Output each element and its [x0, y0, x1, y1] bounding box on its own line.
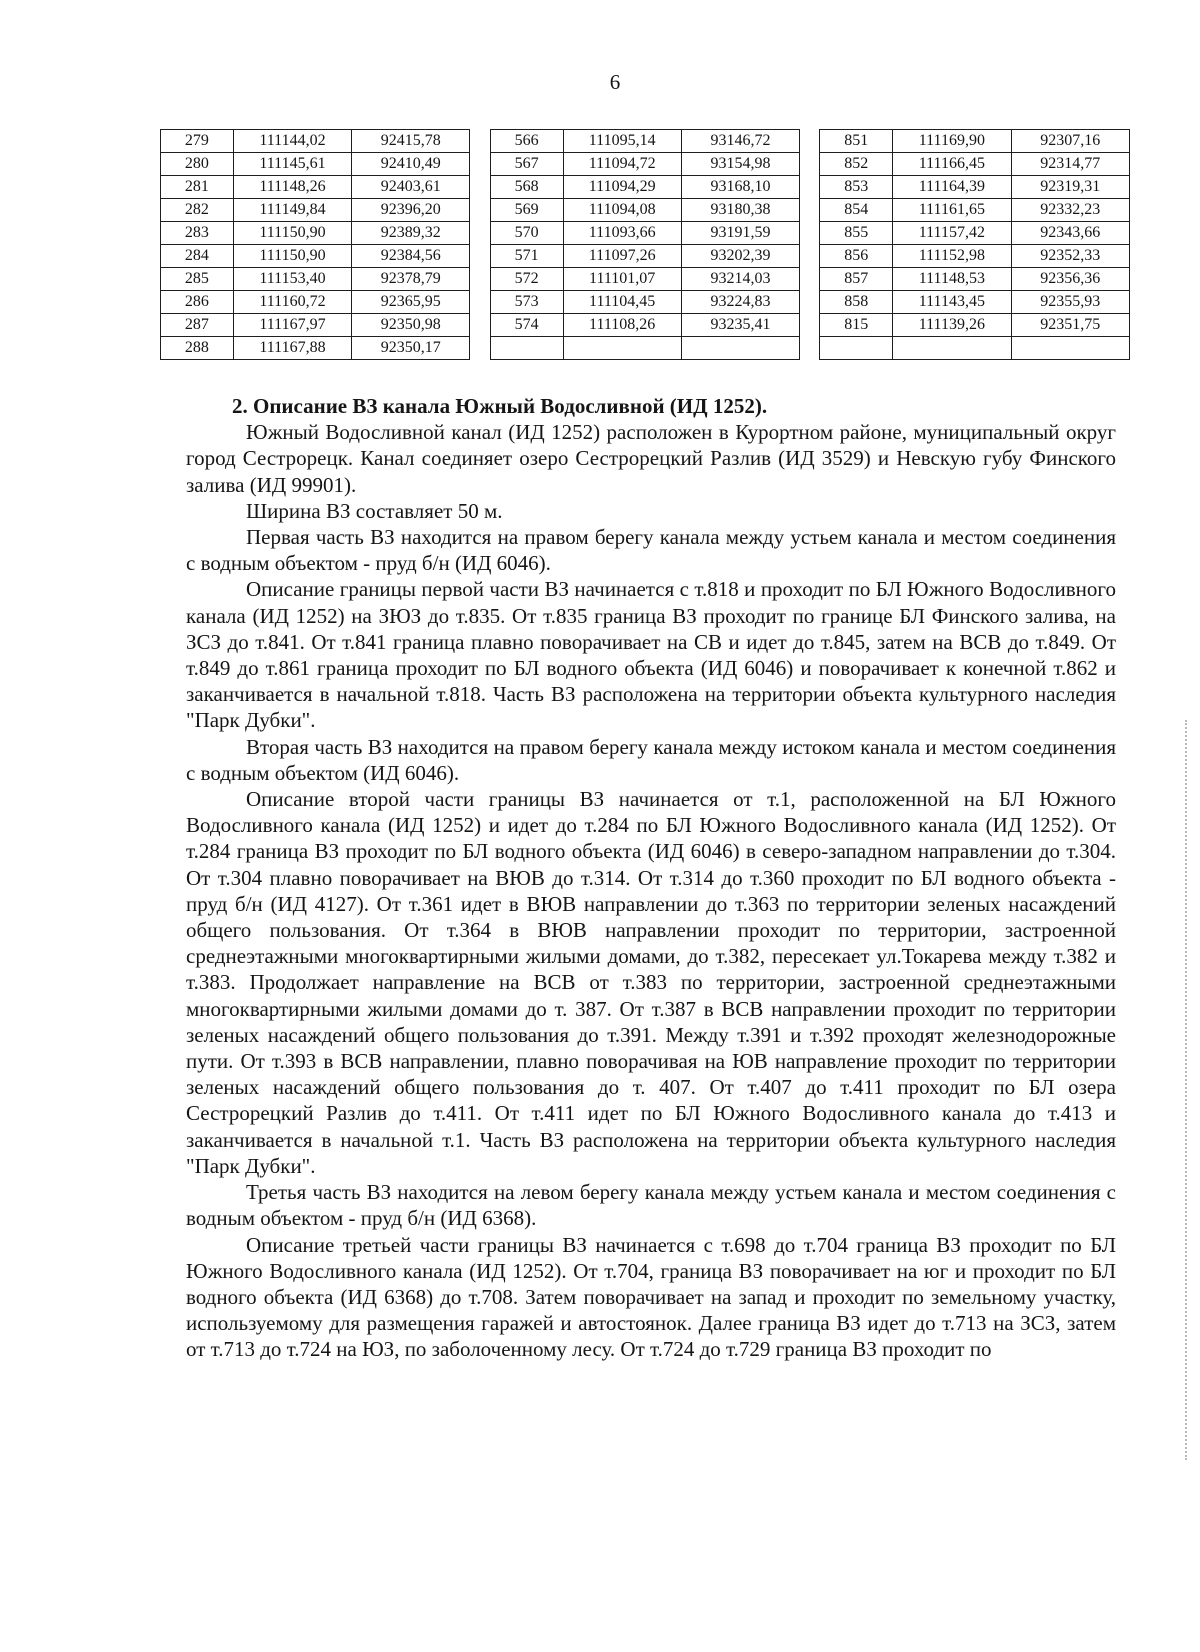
- y-coordinate-cell: 92389,32: [352, 222, 470, 245]
- point-number-cell: 851: [820, 130, 893, 153]
- point-number-cell: 286: [161, 291, 234, 314]
- x-coordinate-cell: 111148,26: [233, 176, 351, 199]
- page-number: 6: [609, 70, 621, 94]
- paragraph: Описание границы первой части ВЗ начинается с т.818 и проходит по БЛ Южного Водосливного канала (ИД 1252) на ЗЮЗ до т.835. От т.835 граница ВЗ проходит по границе БЛ Финского залива, на ЗСЗ до т.841. От т.841 граница плавно поворачивает на СВ и идет до т.845, затем на ВСВ до т.849. От т.849 до т.861 граница проходит по БЛ водного объекта (ИД 6046) и поворачивает к конечной т.862 и заканчивается в начальной т.818. Часть ВЗ расположена на территории объекта культурного наследия "Парк Дубки".: [186, 577, 1116, 733]
- point-number-cell: 566: [490, 130, 563, 153]
- y-coordinate-cell: 92352,33: [1011, 245, 1129, 268]
- point-number-cell: 287: [161, 314, 234, 337]
- point-number-cell: 854: [820, 199, 893, 222]
- y-coordinate-cell: 92410,49: [352, 153, 470, 176]
- column-gap: [800, 176, 820, 199]
- x-coordinate-cell: 111161,65: [893, 199, 1011, 222]
- point-number-cell: 570: [490, 222, 563, 245]
- column-gap: [470, 337, 490, 360]
- point-number-cell: 856: [820, 245, 893, 268]
- y-coordinate-cell: 93235,41: [681, 314, 799, 337]
- x-coordinate-cell: 111164,39: [893, 176, 1011, 199]
- y-coordinate-cell: 92307,16: [1011, 130, 1129, 153]
- point-number-cell: 853: [820, 176, 893, 199]
- column-gap: [800, 199, 820, 222]
- point-number-cell: 280: [161, 153, 234, 176]
- paragraph: Южный Водосливной канал (ИД 1252) расположен в Курортном районе, муниципальный округ город Сестрорецк. Канал соединяет озеро Сестрорецкий Разлив (ИД 3529) и Невскую губу Финского залива (ИД 99901).: [186, 420, 1116, 497]
- y-coordinate-cell: 92415,78: [352, 130, 470, 153]
- y-coordinate-cell: 92343,66: [1011, 222, 1129, 245]
- table-row: [161, 130, 1130, 153]
- y-coordinate-cell: [681, 337, 799, 360]
- x-coordinate-cell: 111157,42: [893, 222, 1011, 245]
- table-row: [161, 153, 1130, 176]
- paragraph: Описание третьей части границы ВЗ начинается с т.698 до т.704 граница ВЗ проходит по БЛ Южного Водосливного канала (ИД 1252). От т.704, граница ВЗ поворачивает на юг и проходит по БЛ водного объекта (ИД 6368) до т.708. Затем поворачивает на запад и проходит по земельному участку, используемому для размещения гаражей и автостоянок. Далее граница ВЗ идет до т.713 на ЗСЗ, затем от т.713 до т.724 на ЮЗ, по заболоченному лесу. От т.724 до т.729 граница ВЗ проходит по: [186, 1232, 1116, 1362]
- column-gap: [800, 314, 820, 337]
- y-coordinate-cell: 92319,31: [1011, 176, 1129, 199]
- column-gap: [800, 222, 820, 245]
- x-coordinate-cell: 111139,26: [893, 314, 1011, 337]
- point-number-cell: 855: [820, 222, 893, 245]
- y-coordinate-cell: 92350,98: [352, 314, 470, 337]
- y-coordinate-cell: 92356,36: [1011, 268, 1129, 291]
- point-number-cell: 285: [161, 268, 234, 291]
- y-coordinate-cell: 92332,23: [1011, 199, 1129, 222]
- x-coordinate-cell: 111148,53: [893, 268, 1011, 291]
- x-coordinate-cell: 111095,14: [563, 130, 681, 153]
- column-gap: [800, 337, 820, 360]
- x-coordinate-cell: 111094,72: [563, 153, 681, 176]
- point-number-cell: 288: [161, 337, 234, 360]
- column-gap: [800, 268, 820, 291]
- table-row: [161, 268, 1130, 291]
- x-coordinate-cell: 111094,29: [563, 176, 681, 199]
- paragraph: Ширина ВЗ составляет 50 м.: [246, 498, 503, 523]
- point-number-cell: 573: [490, 291, 563, 314]
- y-coordinate-cell: 92403,61: [352, 176, 470, 199]
- x-coordinate-cell: 111166,45: [893, 153, 1011, 176]
- y-coordinate-cell: 93180,38: [681, 199, 799, 222]
- y-coordinate-cell: 93202,39: [681, 245, 799, 268]
- y-coordinate-cell: 92378,79: [352, 268, 470, 291]
- y-coordinate-cell: 92365,95: [352, 291, 470, 314]
- column-gap: [470, 291, 490, 314]
- y-coordinate-cell: 93224,83: [681, 291, 799, 314]
- paragraph: Первая часть ВЗ находится на правом берегу канала между устьем канала и местом соединения с водным объектом - пруд б/н (ИД 6046).: [186, 525, 1116, 576]
- table-row: [161, 337, 1130, 360]
- x-coordinate-cell: 111169,90: [893, 130, 1011, 153]
- column-gap: [470, 314, 490, 337]
- y-coordinate-cell: 93191,59: [681, 222, 799, 245]
- y-coordinate-cell: 92351,75: [1011, 314, 1129, 337]
- x-coordinate-cell: 111093,66: [563, 222, 681, 245]
- y-coordinate-cell: 93154,98: [681, 153, 799, 176]
- x-coordinate-cell: 111150,90: [233, 245, 351, 268]
- x-coordinate-cell: 111167,97: [233, 314, 351, 337]
- x-coordinate-cell: 111153,40: [233, 268, 351, 291]
- x-coordinate-cell: 111149,84: [233, 199, 351, 222]
- column-gap: [800, 291, 820, 314]
- column-gap: [470, 199, 490, 222]
- scan-margin-marks: [1185, 720, 1190, 1460]
- x-coordinate-cell: 111104,45: [563, 291, 681, 314]
- x-coordinate-cell: 111097,26: [563, 245, 681, 268]
- x-coordinate-cell: 111145,61: [233, 153, 351, 176]
- column-gap: [800, 245, 820, 268]
- x-coordinate-cell: 111143,45: [893, 291, 1011, 314]
- paragraph: Вторая часть ВЗ находится на правом берегу канала между истоком канала и местом соединения с водным объектом (ИД 6046).: [186, 734, 1116, 785]
- column-gap: [470, 245, 490, 268]
- y-coordinate-cell: 93168,10: [681, 176, 799, 199]
- coordinates-table: [160, 129, 1130, 360]
- column-gap: [470, 153, 490, 176]
- paragraph: Третья часть ВЗ находится на левом берегу канала между устьем канала и местом соединения с водным объектом - пруд б/н (ИД 6368).: [186, 1180, 1116, 1231]
- point-number-cell: 858: [820, 291, 893, 314]
- point-number-cell: 568: [490, 176, 563, 199]
- point-number-cell: [820, 337, 893, 360]
- x-coordinate-cell: 111150,90: [233, 222, 351, 245]
- table-row: [161, 222, 1130, 245]
- x-coordinate-cell: [563, 337, 681, 360]
- table-row: [161, 314, 1130, 337]
- point-number-cell: 569: [490, 199, 563, 222]
- x-coordinate-cell: 111094,08: [563, 199, 681, 222]
- column-gap: [470, 130, 490, 153]
- point-number-cell: 282: [161, 199, 234, 222]
- paragraph: Описание второй части границы ВЗ начинается от т.1, расположенной на БЛ Южного Водосливного канала (ИД 1252) и идет до т.284 по БЛ Южного Водосливного канала (ИД 1252). От т.284 граница ВЗ проходит по БЛ водного объекта (ИД 6046) в северо-западном направлении до т.304. От т.304 плавно поворачивает на ВЮВ до т.314. От т.314 до т.360 проходит по БЛ водного объекта - пруд б/н (ИД 4127). От т.361 идет в ВЮВ направлении до т.363 по территории зеленых насаждений общего пользования. От т.364 в ВЮВ направлении проходит по территории, застроенной среднеэтажными многоквартирными жилыми домами, до т.382, пересекает ул.Токарева между т.382 и т.383. Продолжает направление на ВСВ от т.383 по территории, застроенной среднеэтажными многоквартирными жилыми домами до т. 387. От т.387 в ВСВ направлении проходит по территории зеленых насаждений общего пользования до т.391. Между т.391 и т.392 проходят железнодорожные пути. От т.393 в ВСВ направлении, плавно поворачивая на ЮВ направление проходит по территории зеленых насаждений общего пользования до т. 407. От т.407 до т.411 проходит по БЛ озера Сестрорецкий Разлив до т.411. От т.411 идет по БЛ Южного Водосливного канала до т.413 и заканчивается в начальной т.1. Часть ВЗ расположена на территории объекта культурного наследия "Парк Дубки".: [186, 787, 1116, 1178]
- x-coordinate-cell: 111152,98: [893, 245, 1011, 268]
- y-coordinate-cell: 92396,20: [352, 199, 470, 222]
- table-row: [161, 291, 1130, 314]
- y-coordinate-cell: [1011, 337, 1129, 360]
- column-gap: [800, 130, 820, 153]
- point-number-cell: 572: [490, 268, 563, 291]
- point-number-cell: 852: [820, 153, 893, 176]
- y-coordinate-cell: 92384,56: [352, 245, 470, 268]
- y-coordinate-cell: 92350,17: [352, 337, 470, 360]
- x-coordinate-cell: [893, 337, 1011, 360]
- table-row: [161, 245, 1130, 268]
- point-number-cell: 279: [161, 130, 234, 153]
- y-coordinate-cell: 93214,03: [681, 268, 799, 291]
- point-number-cell: 571: [490, 245, 563, 268]
- column-gap: [470, 268, 490, 291]
- column-gap: [800, 153, 820, 176]
- point-number-cell: 283: [161, 222, 234, 245]
- point-number-cell: 574: [490, 314, 563, 337]
- table-row: [161, 176, 1130, 199]
- column-gap: [470, 176, 490, 199]
- section-text: [186, 393, 1116, 1363]
- y-coordinate-cell: 92355,93: [1011, 291, 1129, 314]
- x-coordinate-cell: 111108,26: [563, 314, 681, 337]
- x-coordinate-cell: 111101,07: [563, 268, 681, 291]
- point-number-cell: 857: [820, 268, 893, 291]
- x-coordinate-cell: 111144,02: [233, 130, 351, 153]
- y-coordinate-cell: 92314,77: [1011, 153, 1129, 176]
- x-coordinate-cell: 111167,88: [233, 337, 351, 360]
- point-number-cell: 284: [161, 245, 234, 268]
- point-number-cell: 815: [820, 314, 893, 337]
- section-heading: 2. Описание ВЗ канала Южный Водосливной (ИД 1252).: [232, 394, 768, 418]
- y-coordinate-cell: 93146,72: [681, 130, 799, 153]
- column-gap: [470, 222, 490, 245]
- point-number-cell: 281: [161, 176, 234, 199]
- point-number-cell: 567: [490, 153, 563, 176]
- table-row: [161, 199, 1130, 222]
- x-coordinate-cell: 111160,72: [233, 291, 351, 314]
- point-number-cell: [490, 337, 563, 360]
